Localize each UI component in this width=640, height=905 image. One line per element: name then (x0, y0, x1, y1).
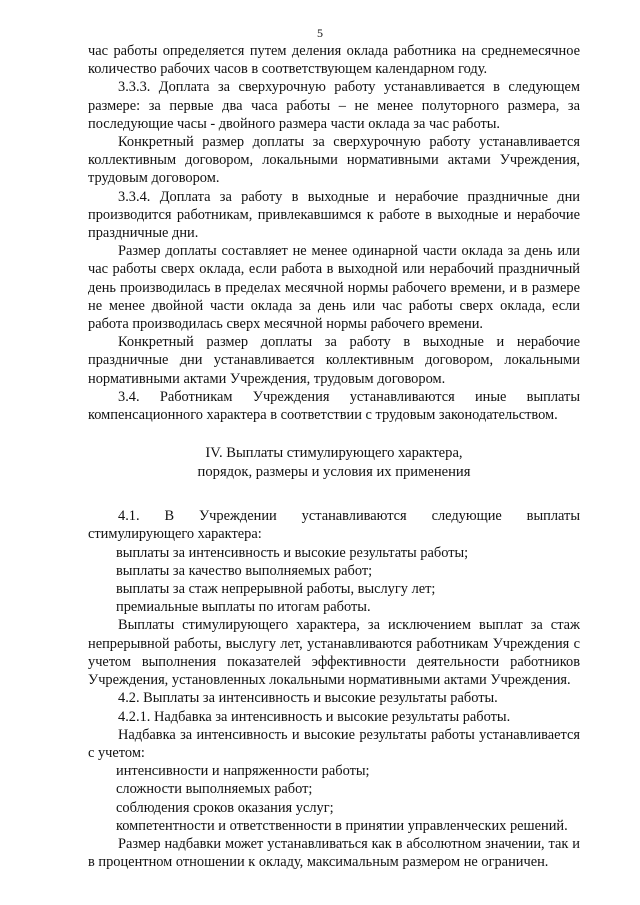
page-number: 5 (317, 26, 323, 40)
paragraphs-after-section (88, 507, 580, 871)
list-item: премиальные выплаты по итогам работы. (116, 599, 371, 616)
paragraph: 4.2. Выплаты за интенсивность и высокие результаты работы. (118, 690, 498, 707)
list-item: выплаты за стаж непрерывной работы, выслугу лет; (116, 581, 436, 598)
list-item: компетентности и ответственности в принятии управленческих решений. (116, 817, 568, 834)
list-item: интенсивности и напряженности работы; (116, 763, 370, 780)
section-title (88, 444, 580, 482)
paragraph: Надбавка за интенсивность и высокие результаты работы устанавливается с учетом: (88, 726, 580, 761)
paragraph: Выплаты стимулирующего характера, за исключением выплат за стаж непрерывной работы, выслугу лет, устанавливаются работникам Учреждения с учетом выполнения показателей эффективности деятельности работников Учреждения, установленных локальными нормативными актами Учреждения. (88, 617, 580, 689)
document-body (88, 0, 580, 871)
paragraph: 3.4. Работникам Учреждения устанавливаются иные выплаты компенсационного характера в соответствии с трудовым законодательством. (88, 388, 580, 424)
list-item: сложности выполняемых работ; (116, 781, 313, 798)
paragraph: Конкретный размер доплаты за работу в выходные и нерабочие праздничные дни устанавливается коллективным договором, локальными нормативными актами Учреждения, трудовым договором. (88, 334, 580, 387)
paragraph: час работы определяется путем деления оклада работника на среднемесячное количество рабочих часов в соответствующем календарном году. (88, 43, 580, 78)
section-title-line-1: IV. Выплаты стимулирующего характера, (205, 445, 463, 462)
paragraph: 3.3.4. Доплата за работу в выходные и нерабочие праздничные дни производится работникам, привлекавшимся к работе в выходные и нерабочие праздничные дни. (88, 188, 580, 242)
paragraph: Размер доплаты составляет не менее одинарной части оклада за день или час работы сверх оклада, если работа в выходной или нерабочий праздничный день производилась в пределах месячной нормы рабочего времени, и в размере не менее двойной части оклада за день или час работы сверх оклада, если работа производилась сверх месячной нормы рабочего времени. (88, 243, 580, 333)
list-item: выплаты за интенсивность и высокие результаты работы; (116, 544, 469, 561)
paragraph: Размер надбавки может устанавливаться как в абсолютном значении, так и в процентном отношении к окладу, максимальным размером не ограничен. (88, 835, 580, 871)
paragraph: 3.3.3. Доплата за сверхурочную работу устанавливается в следующем размере: за первые два часа работы – не менее полуторного размера, за последующие часы - двойного размера части оклада за час работы. (88, 79, 580, 132)
section-title-line-2: порядок, размеры и условия их применения (197, 464, 471, 481)
paragraph: 4.1. В Учреждении устанавливаются следующие выплаты стимулирующего характера: (88, 508, 580, 543)
paragraph: 4.2.1. Надбавка за интенсивность и высокие результаты работы. (118, 708, 511, 725)
list-item: соблюдения сроков оказания услуг; (116, 799, 334, 816)
paragraphs-before-section (88, 42, 580, 424)
paragraph: Конкретный размер доплаты за сверхурочную работу устанавливается коллективным договором, локальными нормативными актами Учреждения, трудовым договором. (88, 134, 580, 187)
list-item: выплаты за качество выполняемых работ; (116, 562, 373, 579)
